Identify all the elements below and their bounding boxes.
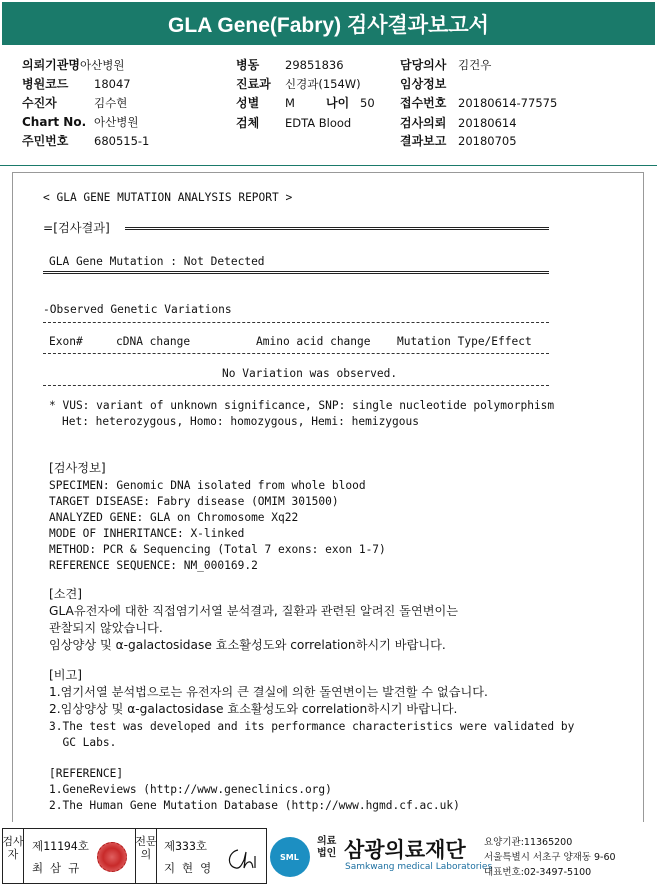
specialist-label: 전문의 bbox=[135, 835, 157, 861]
opinion-header: [소견] bbox=[49, 587, 83, 601]
patient-info bbox=[0, 52, 657, 156]
opinion-line: 관찰되지 않았습니다. bbox=[49, 621, 163, 635]
result-header: =[검사결과] bbox=[43, 221, 110, 235]
org-name: 삼광의료재단 bbox=[344, 838, 466, 862]
tester-label: 검사자 bbox=[2, 835, 24, 861]
info-row: 담당의사 김건우 bbox=[400, 58, 492, 72]
org-code: 요양기관:11365200 bbox=[484, 837, 573, 848]
dashed-rule bbox=[43, 353, 549, 354]
info-row: 진료과 신경과(154W) bbox=[236, 77, 361, 91]
footnote: Het: heterozygous, Homo: homozygous, Hemi: hemizygous bbox=[62, 415, 419, 428]
specialist-name: 지 현 영 bbox=[164, 861, 212, 875]
info-row: 성별 M bbox=[236, 96, 295, 110]
org-type: 의료법인 bbox=[317, 836, 337, 859]
info-line: TARGET DISEASE: Fabry disease (OMIM 301500) bbox=[49, 495, 339, 508]
tester-id: 제11194호 bbox=[32, 839, 89, 853]
double-rule bbox=[125, 227, 549, 230]
info-row: 주민번호 680515-1 bbox=[22, 134, 150, 148]
dashed-rule bbox=[43, 322, 549, 323]
info-row: 임상정보 bbox=[400, 77, 447, 91]
info-line: ANALYZED GENE: GLA on Chromosome Xq22 bbox=[49, 511, 299, 524]
info-line: REFERENCE SEQUENCE: NM_000169.2 bbox=[49, 559, 258, 572]
info-line: METHOD: PCR & Sequencing (Total 7 exons: exon 1-7) bbox=[49, 543, 386, 556]
col-mutation-type: Mutation Type/Effect bbox=[397, 335, 532, 348]
info-row: 의뢰기관명아산병원 bbox=[22, 58, 125, 72]
tester-name: 최 삼 규 bbox=[32, 861, 80, 875]
col-amino: Amino acid change bbox=[256, 335, 371, 348]
reference-header: [REFERENCE] bbox=[49, 767, 124, 780]
report-title: GLA Gene(Fabry) 검사결과보고서 bbox=[2, 2, 655, 45]
reference-line: 2.The Human Gene Mutation Database (http://www.hgmd.cf.ac.uk) bbox=[49, 799, 460, 812]
org-address: 서울특별시 서초구 양재동 9-60 bbox=[484, 852, 616, 863]
info-row: 수진자 김수현 bbox=[22, 96, 128, 110]
info-row: 검체 EDTA Blood bbox=[236, 116, 352, 130]
info-row: 나이 50 bbox=[326, 96, 375, 110]
info-header: [검사정보] bbox=[49, 461, 106, 475]
info-line: SPECIMEN: Genomic DNA isolated from whole blood bbox=[49, 479, 366, 492]
info-row: 검사의뢰 20180614 bbox=[400, 116, 517, 130]
variations-title: -Observed Genetic Variations bbox=[43, 303, 232, 316]
info-row: 병원코드 18047 bbox=[22, 77, 131, 91]
info-line: MODE OF INHERITANCE: X-linked bbox=[49, 527, 245, 540]
tester-seal bbox=[97, 842, 127, 872]
info-row: 결과보고 20180705 bbox=[400, 134, 517, 148]
remarks-line: 2.임상양상 및 α-galactosidase 효소활성도와 correlation하시기 바랍니다. bbox=[49, 702, 458, 716]
info-row: 접수번호 20180614-77575 bbox=[400, 96, 558, 110]
sml-logo-text: SML bbox=[280, 853, 299, 862]
remarks-line: 1.염기서열 분석법으로는 유전자의 큰 결실에 의한 돌연변이는 발견할 수 없습니다. bbox=[49, 685, 488, 699]
double-rule bbox=[43, 271, 549, 274]
mutation-result: GLA Gene Mutation : Not Detected bbox=[49, 255, 265, 268]
org-phone: 대표번호:02-3497-5100 bbox=[484, 867, 592, 878]
opinion-line: 임상양상 및 α-galactosidase 효소활성도와 correlation하시기 바랍니다. bbox=[49, 638, 446, 652]
reference-line: 1.GeneReviews (http://www.geneclinics.org) bbox=[49, 783, 332, 796]
report-body bbox=[12, 172, 644, 822]
footnote: * VUS: variant of unknown significance, SNP: single nucleotide polymorphism bbox=[49, 399, 555, 412]
opinion-line: GLA유전자에 대한 직접염기서열 분석결과, 질환과 관련된 알려진 돌연변이는 bbox=[49, 604, 459, 618]
info-row: Chart No. 아산병원 bbox=[22, 115, 139, 129]
org-name-en: Samkwang medical Laboratories bbox=[345, 862, 493, 872]
remarks-line: GC Labs. bbox=[49, 736, 117, 749]
no-variation: No Variation was observed. bbox=[222, 367, 398, 380]
col-exon: Exon# bbox=[49, 335, 83, 348]
col-cdna: cDNA change bbox=[116, 335, 191, 348]
divider bbox=[0, 165, 657, 166]
specialist-id: 제333호 bbox=[164, 839, 207, 853]
dashed-rule bbox=[43, 385, 549, 386]
info-row: 병동 29851836 bbox=[236, 58, 344, 72]
footer bbox=[2, 826, 655, 890]
report-heading: < GLA GENE MUTATION ANALYSIS REPORT > bbox=[43, 191, 293, 204]
remarks-header: [비고] bbox=[49, 668, 83, 682]
specialist-signature bbox=[224, 844, 260, 874]
remarks-line: 3.The test was developed and its performance characteristics were validated by bbox=[49, 720, 575, 733]
